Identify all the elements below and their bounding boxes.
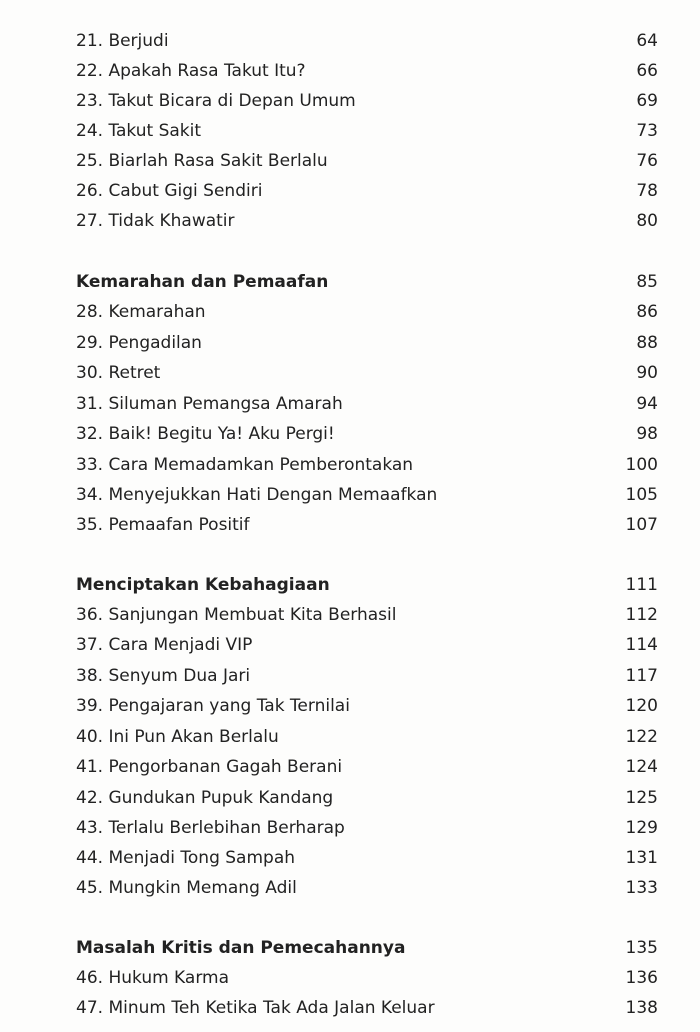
toc-entry: [76, 873, 658, 903]
toc-entry: [76, 630, 658, 660]
entry-page: 131: [625, 848, 658, 868]
toc-entry: [76, 510, 658, 540]
entry-page: 133: [625, 878, 658, 898]
entry-page: 80: [636, 211, 658, 231]
entry-page: 124: [625, 757, 658, 777]
entry-title: 38. Senyum Dua Jari: [76, 666, 251, 686]
entry-page: 105: [625, 485, 658, 505]
entry-title: 31. Siluman Pemangsa Amarah: [76, 394, 343, 414]
toc-section-heading: [76, 267, 658, 297]
entry-page: 76: [636, 151, 658, 171]
toc-entry: [76, 813, 658, 843]
entry-title: 22. Apakah Rasa Takut Itu?: [76, 61, 306, 81]
entry-title: 25. Biarlah Rasa Sakit Berlalu: [76, 151, 328, 171]
entry-title: 41. Pengorbanan Gagah Berani: [76, 757, 343, 777]
toc-section-heading: [76, 933, 658, 963]
entry-title: 43. Terlalu Berlebihan Berharap: [76, 818, 345, 838]
toc-entry: [76, 419, 658, 449]
entry-page: 120: [625, 696, 658, 716]
entry-page: 136: [625, 968, 658, 988]
entry-page: 138: [625, 998, 658, 1018]
toc-entry: [76, 176, 658, 206]
entry-title: 27. Tidak Khawatir: [76, 211, 235, 231]
section-page: 135: [625, 938, 658, 958]
entry-page: 100: [625, 455, 658, 475]
entry-title: 34. Menyejukkan Hati Dengan Memaafkan: [76, 485, 438, 505]
entry-title: 46. Hukum Karma: [76, 968, 229, 988]
toc-entry: [76, 450, 658, 480]
entry-title: 28. Kemarahan: [76, 302, 206, 322]
entry-title: 29. Pengadilan: [76, 333, 202, 353]
entry-page: 117: [625, 666, 658, 686]
toc-entry: [76, 993, 658, 1023]
entry-title: 21. Berjudi: [76, 31, 169, 51]
entry-title: 33. Cara Memadamkan Pemberontakan: [76, 455, 414, 475]
toc-entry: [76, 86, 658, 116]
section-page: 85: [636, 272, 658, 292]
entry-page: 90: [636, 363, 658, 383]
entry-title: 44. Menjadi Tong Sampah: [76, 848, 296, 868]
toc-entry: [76, 480, 658, 510]
toc-entry: [76, 843, 658, 873]
toc-entry: [76, 56, 658, 86]
entry-page: 98: [636, 424, 658, 444]
entry-title: 23. Takut Bicara di Depan Umum: [76, 91, 356, 111]
entry-page: 107: [625, 515, 658, 535]
entry-page: 129: [625, 818, 658, 838]
toc-entry: [76, 722, 658, 752]
entry-page: 88: [636, 333, 658, 353]
toc-entry: [76, 328, 658, 358]
toc-entry: [76, 206, 658, 236]
entry-title: 47. Minum Teh Ketika Tak Ada Jalan Keluar: [76, 998, 435, 1018]
entry-title: 37. Cara Menjadi VIP: [76, 635, 253, 655]
toc-entry: [76, 963, 658, 993]
entry-title: 32. Baik! Begitu Ya! Aku Pergi!: [76, 424, 335, 444]
entry-title: 26. Cabut Gigi Sendiri: [76, 181, 263, 201]
toc-entry: [76, 389, 658, 419]
entry-title: 30. Retret: [76, 363, 161, 383]
entry-page: 78: [636, 181, 658, 201]
section-title: Menciptakan Kebahagiaan: [76, 575, 330, 595]
entry-page: 125: [625, 788, 658, 808]
entry-page: 69: [636, 91, 658, 111]
entry-title: 45. Mungkin Memang Adil: [76, 878, 297, 898]
toc-entry: [76, 783, 658, 813]
entry-title: 39. Pengajaran yang Tak Ternilai: [76, 696, 350, 716]
entry-title: 35. Pemaafan Positif: [76, 515, 250, 535]
entry-title: 42. Gundukan Pupuk Kandang: [76, 788, 334, 808]
toc-section-heading: [76, 570, 658, 600]
toc-entry: [76, 26, 658, 56]
entry-page: 73: [636, 121, 658, 141]
entry-title: 40. Ini Pun Akan Berlalu: [76, 727, 279, 747]
toc-entry: [76, 752, 658, 782]
entry-page: 122: [625, 727, 658, 747]
toc-entry: [76, 297, 658, 327]
entry-title: 36. Sanjungan Membuat Kita Berhasil: [76, 605, 397, 625]
entry-title: 24. Takut Sakit: [76, 121, 202, 141]
entry-page: 112: [625, 605, 658, 625]
toc-entry: [76, 358, 658, 388]
entry-page: 86: [636, 302, 658, 322]
section-title: Masalah Kritis dan Pemecahannya: [76, 938, 406, 958]
section-page: 111: [625, 575, 658, 595]
entry-page: 64: [636, 31, 658, 51]
toc-entry: [76, 600, 658, 630]
entry-page: 66: [636, 61, 658, 81]
toc-entry: [76, 146, 658, 176]
entry-page: 114: [625, 635, 658, 655]
toc-entry: [76, 116, 658, 146]
toc-entry: [76, 691, 658, 721]
entry-page: 94: [636, 394, 658, 414]
section-title: Kemarahan dan Pemaafan: [76, 272, 329, 292]
toc-entry: [76, 661, 658, 691]
